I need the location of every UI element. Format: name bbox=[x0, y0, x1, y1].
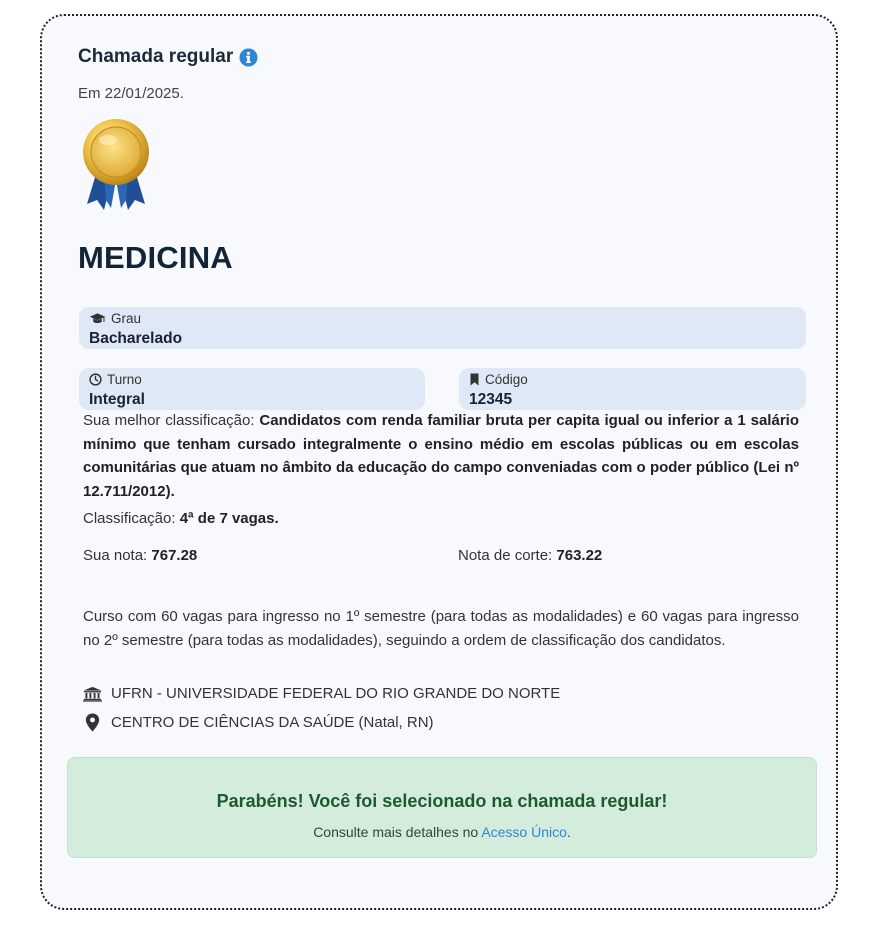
bookmark-icon bbox=[469, 373, 480, 386]
success-details bbox=[68, 824, 816, 840]
acesso-unico-link[interactable]: Acesso Único bbox=[481, 824, 567, 840]
grau-box bbox=[79, 307, 806, 349]
call-date: Em 22/01/2025. bbox=[78, 85, 184, 102]
turno-label: Turno bbox=[107, 372, 142, 387]
score bbox=[83, 547, 197, 564]
university-line bbox=[83, 685, 560, 702]
graduation-cap-icon bbox=[89, 312, 106, 325]
clock-icon bbox=[89, 373, 102, 386]
rank-value: 4ª de 7 vagas. bbox=[179, 510, 279, 527]
cutoff-label: Nota de corte: bbox=[458, 547, 553, 564]
success-message: Parabéns! Você foi selecionado na chamada regular! bbox=[216, 791, 668, 811]
best-classification bbox=[83, 409, 799, 503]
turno-value: Integral bbox=[89, 391, 145, 408]
turno-box bbox=[79, 368, 425, 410]
call-title bbox=[78, 46, 258, 68]
call-title-text: Chamada regular bbox=[78, 46, 234, 67]
codigo-value: 12345 bbox=[469, 391, 513, 408]
university-name: UFRN - UNIVERSIDADE FEDERAL DO RIO GRANDE DO NORTE bbox=[111, 685, 561, 702]
success-alert bbox=[67, 757, 817, 858]
medal-icon bbox=[80, 116, 152, 214]
grau-label: Grau bbox=[111, 311, 142, 326]
cutoff-score bbox=[458, 547, 602, 564]
result-card bbox=[40, 14, 838, 910]
score-label: Sua nota: bbox=[83, 547, 148, 564]
classification-prefix: Sua melhor classificação: bbox=[83, 412, 255, 429]
codigo-label: Código bbox=[485, 372, 528, 387]
rank-label: Classificação: bbox=[83, 510, 176, 527]
campus-name: CENTRO DE CIÊNCIAS DA SAÚDE (Natal, RN) bbox=[111, 714, 434, 731]
course-name: MEDICINA bbox=[78, 240, 233, 275]
classification-rank bbox=[83, 510, 279, 527]
details-suffix: . bbox=[566, 824, 571, 840]
score-value: 767.28 bbox=[151, 547, 198, 564]
cutoff-value: 763.22 bbox=[556, 547, 603, 564]
codigo-box bbox=[459, 368, 806, 410]
vacancies-info: Curso com 60 vagas para ingresso no 1º semestre (para todas as modalidades) e 60 vagas para ingresso no 2º semestre (para todas as modalidades), seguindo a ordem de classificação dos candidatos. bbox=[83, 608, 799, 649]
info-icon[interactable] bbox=[239, 48, 258, 67]
institution-icon bbox=[83, 686, 102, 702]
details-prefix: Consulte mais detalhes no bbox=[313, 824, 479, 840]
map-marker-icon bbox=[83, 713, 102, 732]
grau-value: Bacharelado bbox=[89, 330, 183, 347]
campus-line bbox=[83, 713, 434, 732]
classification-category: Candidatos com renda familiar bruta per capita igual ou inferior a 1 salário mínimo que tenham cursado integralmente o ensino médio em escolas públicas ou em escolas comunitárias que atuam no âmbito da educação do campo conveniadas com o poder público (Lei nº 12.711/2012). bbox=[83, 412, 799, 500]
